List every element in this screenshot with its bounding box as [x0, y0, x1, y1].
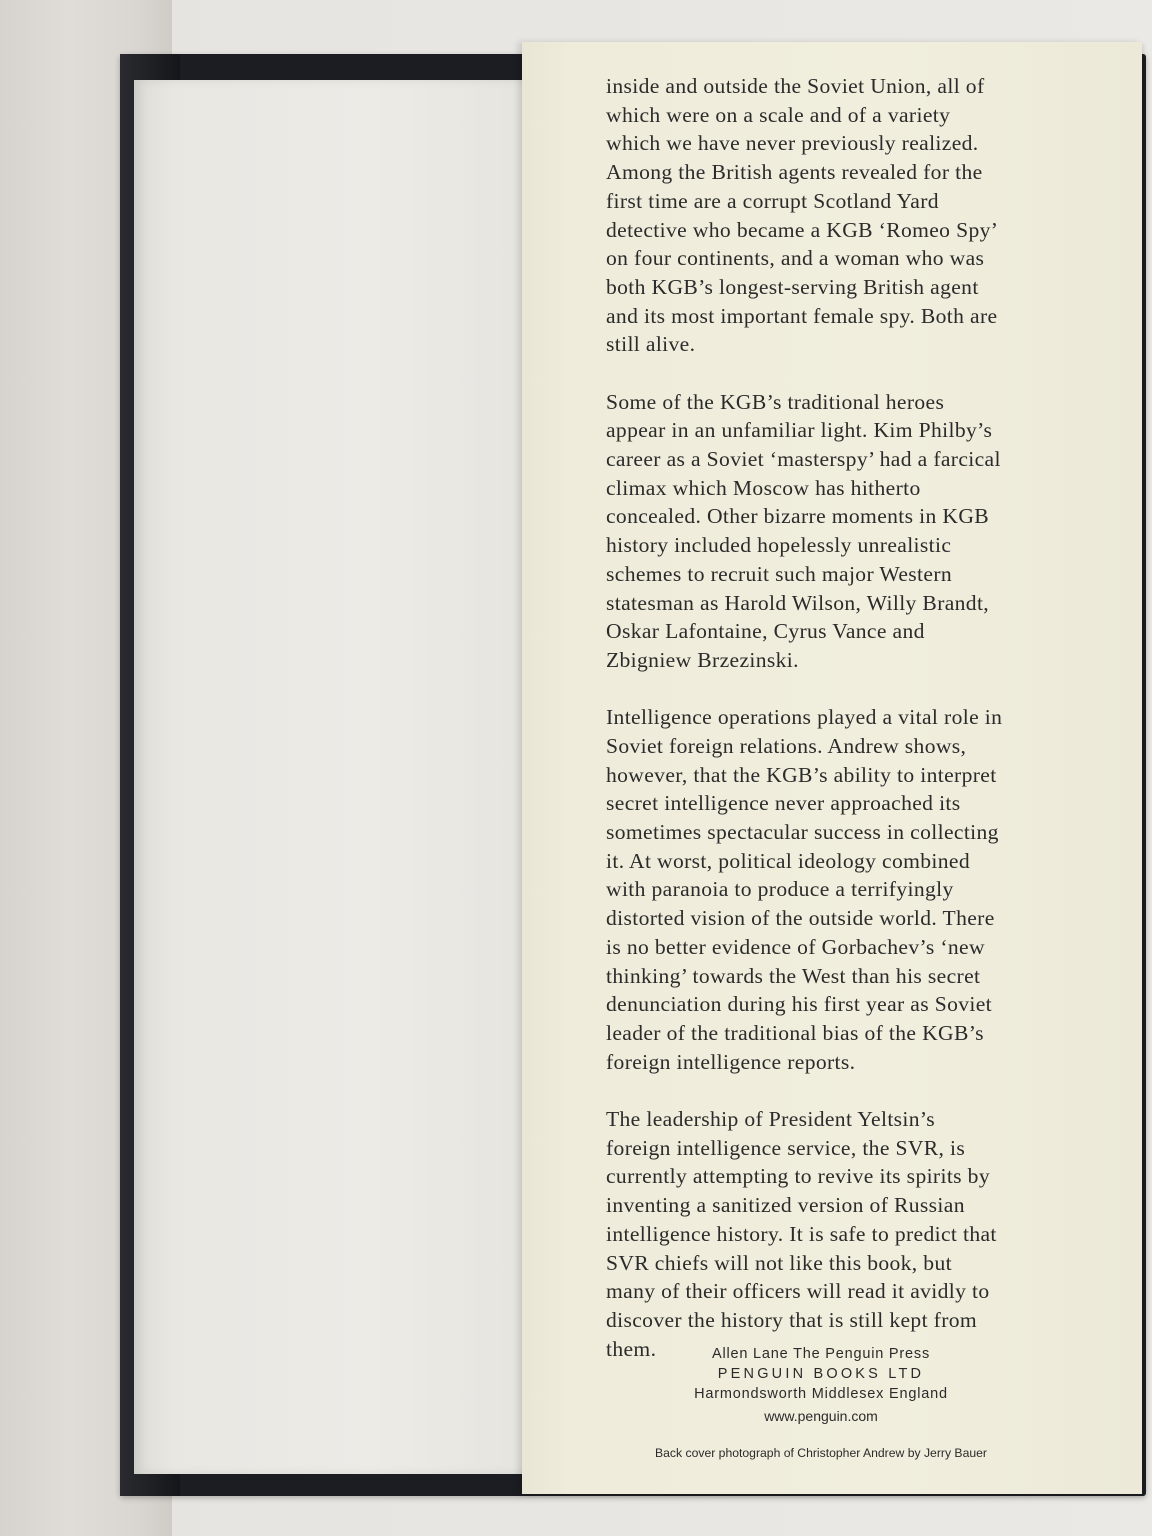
blurb-line: discover the history that is still kept from [606, 1307, 978, 1332]
blurb-line: Some of the KGB’s traditional heroes [606, 389, 945, 414]
blurb-line: still alive. [606, 332, 696, 357]
flap-blurb [606, 72, 1076, 1392]
blurb-line: detective who became a KGB ‘Romeo Spy’ [606, 217, 999, 242]
blurb-line: thinking’ towards the West than his secret [606, 963, 981, 988]
blurb-line: intelligence history. It is safe to predict that [606, 1221, 997, 1246]
blurb-line: history included hopelessly unrealistic [606, 533, 952, 558]
blurb-line: Oskar Lafontaine, Cyrus Vance and [606, 619, 925, 644]
blurb-line: which we have never previously realized. [606, 131, 979, 156]
blurb-line: is no better evidence of Gorbachev’s ‘new [606, 934, 985, 959]
blurb-line: inventing a sanitized version of Russian [606, 1193, 965, 1218]
pastedown-endpaper [134, 80, 534, 1474]
publisher-name: PENGUIN BOOKS LTD [717, 1366, 925, 1382]
blurb-line: appear in an unfamiliar light. Kim Philby’s [606, 418, 993, 443]
blurb-paragraph [606, 388, 1076, 675]
blurb-line: on four continents, and a woman who was [606, 246, 985, 271]
blurb-line: denunciation during his first year as Soviet [606, 992, 993, 1017]
blurb-line: statesman as Harold Wilson, Willy Brandt, [606, 590, 990, 615]
blurb-line: sometimes spectacular success in collecting [606, 820, 999, 845]
blurb-paragraph [606, 1105, 1076, 1363]
blurb-line: secret intelligence never approached its [606, 791, 961, 816]
publisher-url: www.penguin.com [764, 1408, 878, 1424]
blurb-line: climax which Moscow has hitherto [606, 475, 921, 500]
blurb-line: Zbigniew Brzezinski. [606, 647, 799, 672]
blurb-line: Intelligence operations played a vital role in [606, 705, 1003, 730]
blurb-line: distorted vision of the outside world. There [606, 906, 995, 931]
publisher-address: Harmondsworth Middlesex England [694, 1386, 948, 1402]
blurb-line: The leadership of President Yeltsin’s [606, 1106, 936, 1131]
blurb-line: it. At worst, political ideology combined [606, 848, 971, 873]
blurb-line: leader of the traditional bias of the KGB’s [606, 1020, 984, 1045]
blurb-line: career as a Soviet ‘masterspy’ had a farcical [606, 447, 1001, 472]
blurb-line: foreign intelligence reports. [606, 1049, 856, 1074]
blurb-line: them. [606, 1336, 657, 1361]
blurb-paragraph [606, 72, 1076, 359]
blurb-line: first time are a corrupt Scotland Yard [606, 188, 939, 213]
blurb-line: many of their officers will read it avidly to [606, 1279, 990, 1304]
blurb-line: which were on a scale and of a variety [606, 102, 951, 127]
publisher-block [522, 1344, 1120, 1426]
blurb-line: inside and outside the Soviet Union, all of [606, 74, 985, 98]
blurb-line: SVR chiefs will not like this book, but [606, 1250, 952, 1275]
blurb-line: schemes to recruit such major Western [606, 561, 953, 586]
blurb-line: and its most important female spy. Both are [606, 303, 998, 328]
blurb-line: Among the British agents revealed for the [606, 160, 983, 185]
blurb-line: Soviet foreign relations. Andrew shows, [606, 733, 967, 758]
blurb-line: however, that the KGB’s ability to interpret [606, 762, 997, 787]
publisher-imprint: Allen Lane The Penguin Press [711, 1346, 930, 1362]
blurb-line: with paranoia to produce a terrifyingly [606, 877, 954, 902]
blurb-line: both KGB’s longest-serving British agent [606, 274, 979, 299]
blurb-paragraph [606, 703, 1076, 1076]
photo-credit: Back cover photograph of Christopher Andrew by Jerry Bauer [655, 1446, 987, 1460]
dust-jacket-flap [522, 42, 1142, 1494]
blurb-line: currently attempting to revive its spirits by [606, 1164, 990, 1189]
blurb-line: foreign intelligence service, the SVR, is [606, 1135, 966, 1160]
blurb-line: concealed. Other bizarre moments in KGB [606, 504, 990, 529]
